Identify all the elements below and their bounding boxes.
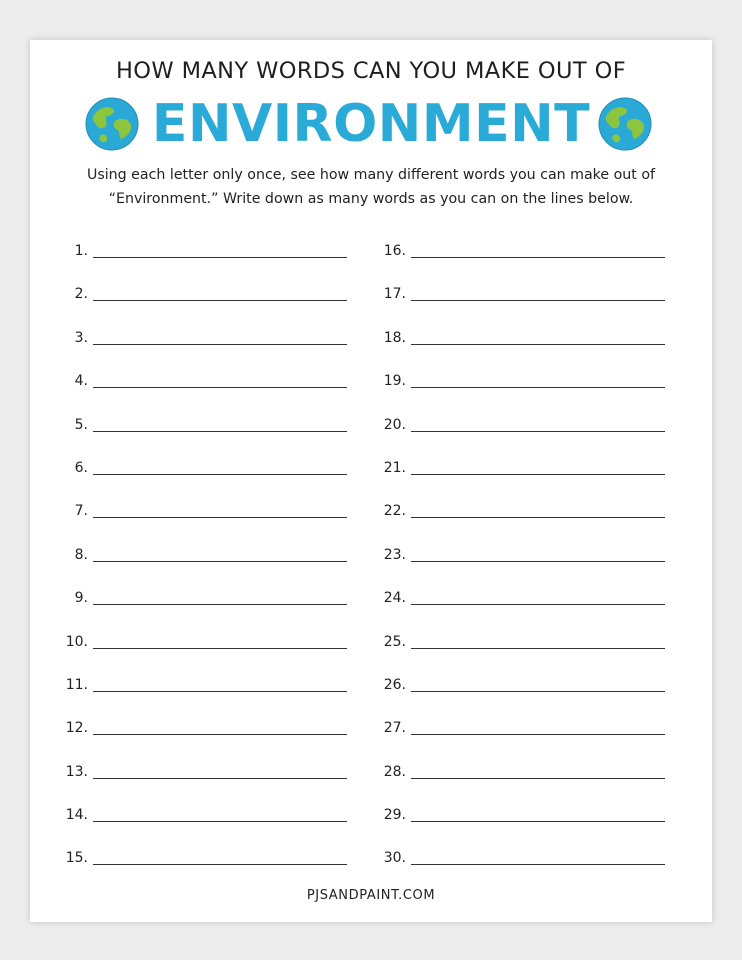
- answer-line[interactable]: [93, 864, 347, 865]
- answer-number: 8.: [74, 546, 88, 563]
- answer-number: 29.: [383, 807, 406, 824]
- footer-site: PJSANDPAINT.COM: [306, 888, 436, 903]
- answer-row: [62, 367, 362, 410]
- answer-line[interactable]: [411, 300, 665, 301]
- answer-number: 2.: [74, 286, 88, 303]
- answer-number: 1.: [74, 243, 88, 259]
- answer-row: [380, 628, 680, 671]
- answer-line[interactable]: [411, 517, 665, 518]
- answer-row: [62, 280, 362, 323]
- answer-row: [380, 411, 680, 454]
- answer-number: 30.: [383, 850, 406, 867]
- answer-line[interactable]: [411, 691, 665, 692]
- answer-line[interactable]: [411, 864, 665, 865]
- answer-line[interactable]: [411, 604, 665, 605]
- answer-row: [380, 280, 680, 323]
- answer-row: [380, 844, 680, 887]
- title-row: [0, 92, 742, 156]
- answer-row: [62, 714, 362, 757]
- answer-number: 6.: [74, 459, 88, 476]
- answer-number: 18.: [383, 329, 406, 346]
- instructions-line-1: Using each letter only once, see how many different words you can make out of: [86, 167, 656, 183]
- answer-number: 14.: [65, 807, 88, 824]
- answer-line[interactable]: [411, 778, 665, 779]
- earth-globe-icon: [598, 97, 652, 151]
- answer-number: 11.: [65, 676, 88, 693]
- answer-row: [380, 671, 680, 714]
- answer-row: [62, 497, 362, 540]
- answer-row: [62, 584, 362, 627]
- answer-line[interactable]: [411, 344, 665, 345]
- answer-row: [380, 454, 680, 497]
- answer-number: 24.: [383, 590, 406, 607]
- answer-number: 16.: [383, 243, 406, 259]
- answer-number: 26.: [383, 676, 406, 693]
- answer-line[interactable]: [93, 300, 347, 301]
- answer-number: 20.: [383, 416, 406, 433]
- earth-globe-icon: [85, 97, 139, 151]
- answer-row: [380, 584, 680, 627]
- answer-line[interactable]: [411, 257, 665, 258]
- answer-line[interactable]: [93, 431, 347, 432]
- answer-row: [62, 237, 362, 280]
- answer-line[interactable]: [411, 431, 665, 432]
- answer-row: [380, 758, 680, 801]
- answer-number: 25.: [383, 633, 406, 650]
- featured-word: ENVIRONMENT: [151, 94, 591, 154]
- answer-number: 5.: [74, 416, 88, 433]
- answer-number: 23.: [383, 546, 406, 563]
- answer-row: [380, 367, 680, 410]
- answer-row: [62, 324, 362, 367]
- answer-number: 4.: [74, 373, 88, 390]
- answer-line[interactable]: [411, 648, 665, 649]
- answer-row: [380, 801, 680, 844]
- answer-line[interactable]: [93, 778, 347, 779]
- answer-line[interactable]: [411, 474, 665, 475]
- answer-line[interactable]: [411, 734, 665, 735]
- answer-row: [62, 844, 362, 887]
- answer-line[interactable]: [411, 821, 665, 822]
- answer-row: [62, 671, 362, 714]
- answer-line[interactable]: [93, 734, 347, 735]
- answer-line[interactable]: [93, 604, 347, 605]
- answer-line[interactable]: [93, 344, 347, 345]
- answer-number: 27.: [383, 720, 406, 737]
- instructions-line-2: “Environment.” Write down as many words as you can on the lines below.: [108, 191, 634, 207]
- answer-number: 7.: [74, 503, 88, 520]
- answer-row: [380, 237, 680, 280]
- answer-number: 3.: [74, 329, 88, 346]
- answer-column-left: [62, 237, 362, 888]
- answer-number: 19.: [383, 373, 406, 390]
- answer-number: 9.: [74, 590, 88, 607]
- answer-row: [380, 541, 680, 584]
- answer-number: 28.: [383, 763, 406, 780]
- answer-number: 22.: [383, 503, 406, 520]
- answer-row: [62, 541, 362, 584]
- answer-line[interactable]: [411, 387, 665, 388]
- answer-number: 10.: [65, 633, 88, 650]
- answer-row: [62, 628, 362, 671]
- answer-number: 17.: [383, 286, 406, 303]
- answer-line[interactable]: [93, 517, 347, 518]
- answer-row: [62, 801, 362, 844]
- answer-row: [380, 497, 680, 540]
- worksheet-heading: HOW MANY WORDS CAN YOU MAKE OUT OF: [115, 58, 627, 84]
- answer-row: [62, 454, 362, 497]
- answer-column-right: [380, 237, 680, 888]
- answer-line[interactable]: [93, 821, 347, 822]
- answer-line[interactable]: [93, 474, 347, 475]
- answer-row: [62, 758, 362, 801]
- answer-line[interactable]: [93, 257, 347, 258]
- answer-line[interactable]: [411, 561, 665, 562]
- answer-number: 15.: [65, 850, 88, 867]
- answer-row: [380, 714, 680, 757]
- answer-number: 13.: [65, 763, 88, 780]
- answer-line[interactable]: [93, 648, 347, 649]
- answer-line[interactable]: [93, 691, 347, 692]
- answer-row: [380, 324, 680, 367]
- instructions: [70, 163, 672, 211]
- answer-number: 12.: [65, 720, 88, 737]
- answer-number: 21.: [383, 459, 406, 476]
- answer-row: [62, 411, 362, 454]
- answer-line[interactable]: [93, 387, 347, 388]
- answer-line[interactable]: [93, 561, 347, 562]
